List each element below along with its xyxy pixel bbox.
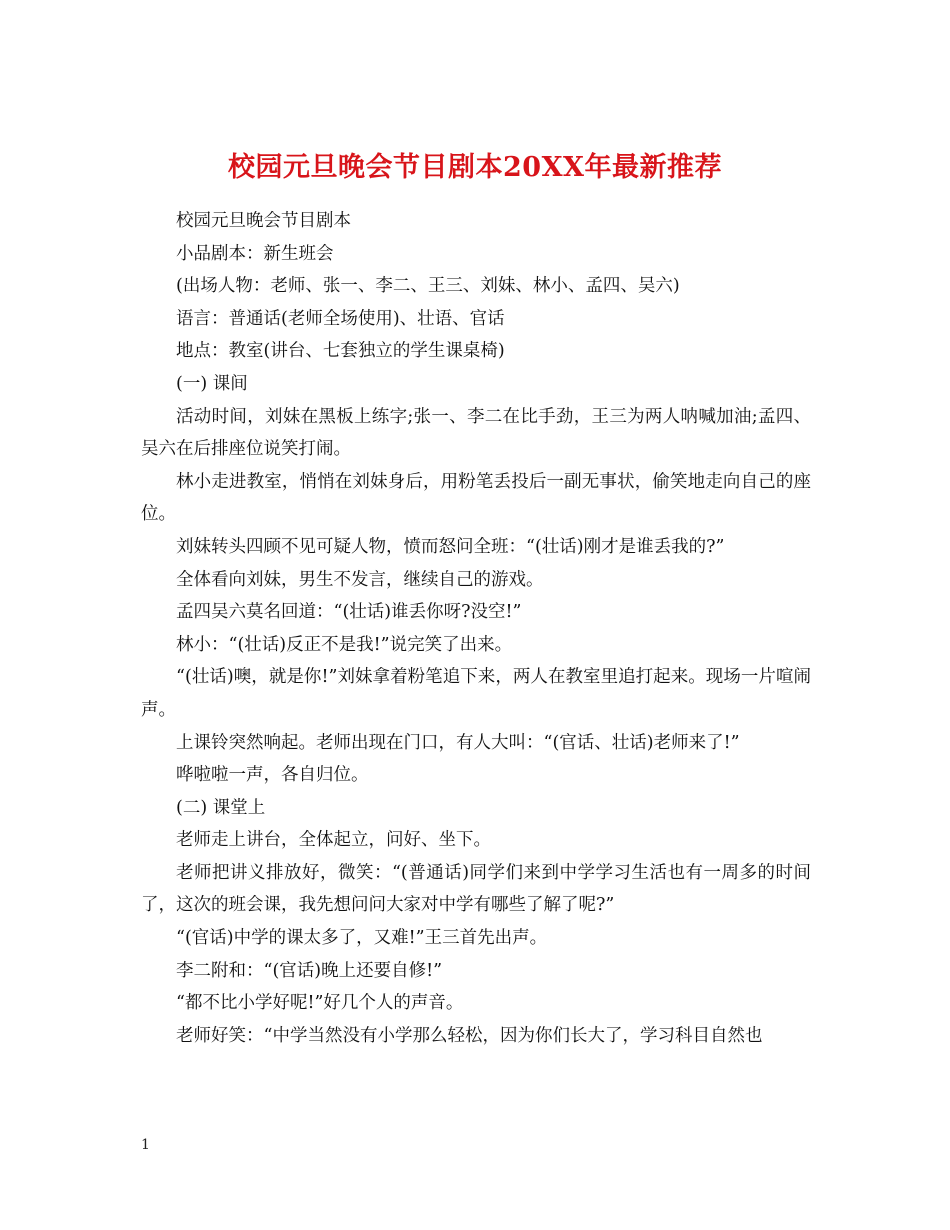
paragraph: 刘妹转头四顾不见可疑人物，愤而怒问全班：“(壮话)刚才是谁丢我的?” bbox=[176, 536, 725, 557]
paragraph: 哗啦啦一声，各自归位。 bbox=[176, 765, 369, 786]
paragraph: 校园元旦晚会节目剧本 bbox=[176, 211, 351, 231]
section-heading: (一) 课间 bbox=[176, 373, 248, 394]
paragraph: 语言：普通话(老师全场使用)、壮语、官话 bbox=[176, 308, 505, 329]
paragraph: 老师把讲义排放好，微笑：“(普通话)同学们来到中学学习生活也有一周多的时间了，这次的班会课，我先想问问大家对中学有哪些了解了呢?” bbox=[141, 862, 811, 916]
paragraph: “(壮话)噢，就是你!”刘妹拿着粉笔追下来，两人在教室里追打起来。现场一片喧闹声。 bbox=[141, 667, 811, 720]
page-number: 1 bbox=[141, 1137, 150, 1153]
section-heading: (二) 课堂上 bbox=[176, 797, 266, 818]
paragraph: 地点：教室(讲台、七套独立的学生课桌椅) bbox=[176, 341, 505, 362]
document-title: 校园元旦晚会节目剧本20XX年最新推荐 bbox=[228, 152, 722, 184]
paragraph: 全体看向刘妹，男生不发言，继续自己的游戏。 bbox=[176, 569, 544, 590]
paragraph: “都不比小学好呢!”好几个人的声音。 bbox=[176, 993, 464, 1014]
paragraph: 老师走上讲台，全体起立，问好、坐下。 bbox=[176, 830, 491, 851]
paragraph: 小品剧本：新生班会 bbox=[176, 243, 334, 264]
paragraph: (出场人物：老师、张一、李二、王三、刘妹、林小、孟四、吴六) bbox=[176, 276, 680, 297]
paragraph: 活动时间，刘妹在黑板上练字;张一、李二在比手劲，王三为两人呐喊加油;孟四、吴六在后排座位说笑打闹。 bbox=[141, 406, 811, 460]
paragraph: 老师好笑：“中学当然没有小学那么轻松，因为你们长大了，学习科目自然也 bbox=[176, 1025, 763, 1046]
paragraph: 孟四吴六莫名回道：“(壮话)谁丢你呀?没空!” bbox=[176, 602, 522, 623]
document-body bbox=[141, 205, 811, 1052]
paragraph: 林小：“(壮话)反正不是我!”说完笑了出来。 bbox=[176, 634, 513, 655]
paragraph: 林小走进教室，悄悄在刘妹身后，用粉笔丢投后一副无事状，偷笑地走向自己的座位。 bbox=[141, 471, 811, 525]
paragraph: 李二附和：“(官话)晚上还要自修!” bbox=[176, 960, 443, 981]
paragraph: “(官话)中学的课太多了，又难!”王三首先出声。 bbox=[176, 928, 548, 949]
paragraph: 上课铃突然响起。老师出现在门口，有人大叫：“(官话、壮话)老师来了!” bbox=[176, 732, 740, 753]
